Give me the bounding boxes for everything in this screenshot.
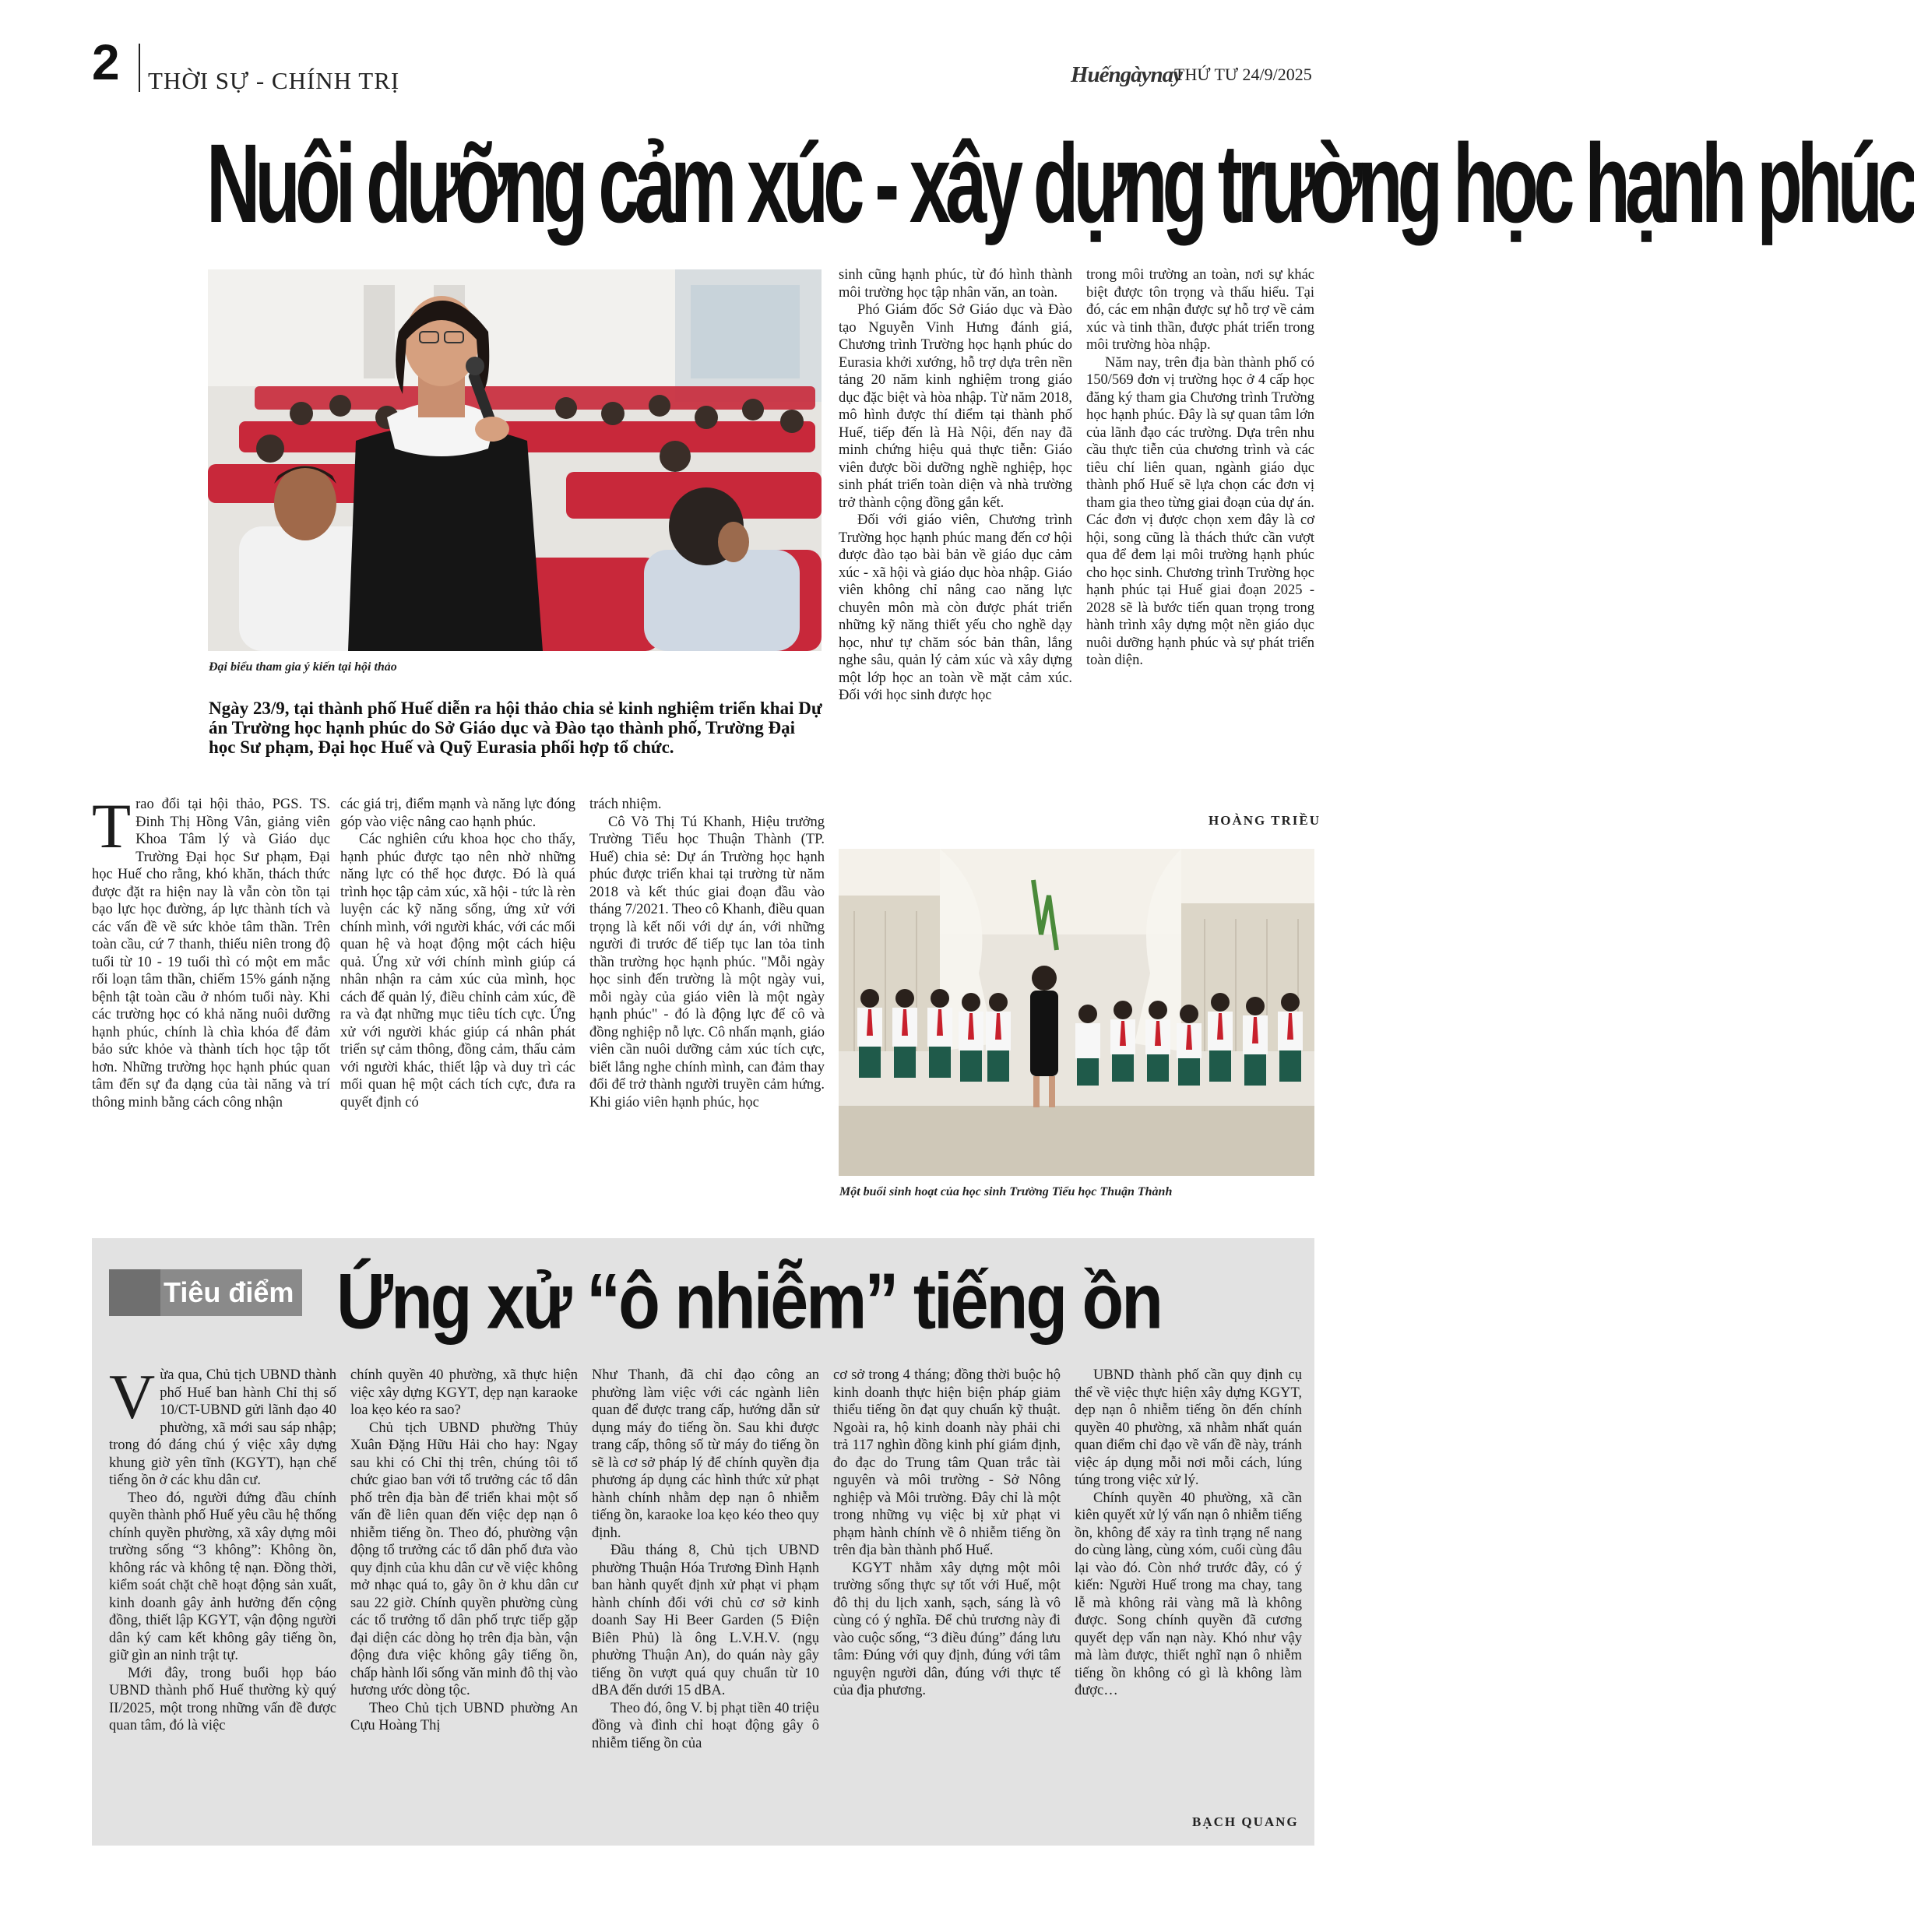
paragraph: trong môi trường an toàn, nơi sự khác biệt được tôn trọng và thấu hiểu. Tại đó, các em nhận được sự hỗ trợ về cảm xúc và tinh thần, được phát triển trong môi trường hòa nhập. — [1086, 267, 1314, 353]
paragraph: Theo đó, người đứng đầu chính quyền thành phố Huế yêu cầu hệ thống chính quyền phường, xã xây dựng môi trường sống “3 không”: Không ồn, không rác và không tệ nạn. Đồng thời, kiểm soát chặt chẽ hoạt động sản xuất, kinh doanh gây ảnh hưởng đến cộng đồng, thiết lập KGYT, vận động người dân ký cam kết không gây tiếng ồn, giữ gìn an ninh trật tự. — [109, 1490, 336, 1663]
paragraph: sinh cũng hạnh phúc, từ đó hình thành môi trường học tập nhân văn, an toàn. — [839, 267, 1072, 301]
article1-column-2 — [340, 796, 575, 1111]
paragraph: rao đổi tại hội thảo, PGS. TS. Đinh Thị Hồng Vân, giảng viên Khoa Tâm lý và Giáo dục Trường Đại học Sư phạm, Đại học Huế cho rằng, khó khăn, thách thức được đặt ra hiện nay là vẫn còn tồn tại bạo lực học đường, áp lực thành tích và các vấn đề về sức khỏe tâm thần. Trên toàn cầu, cứ 7 thanh, thiếu niên trong độ tuổi từ 10 - 19 tuổi thì có một em mắc rối loạn tâm thần, chiếm 15% gánh nặng bệnh tật toàn cầu ở nhóm tuổi này. Khi các trường học có khả năng nuôi dưỡng hạnh phúc, chính là chìa khóa để đảm bảo sức khỏe và thành tích học tập tốt hơn. Những trường học hạnh phúc quan tâm đến sự đa dạng của tài năng và trí thông minh bằng cách công nhận — [92, 797, 330, 1110]
paragraph: Mới đây, trong buổi họp báo UBND thành phố Huế thường kỳ quý II/2025, một trong những vấn đề được quan tâm, đó là việc — [109, 1665, 336, 1733]
paragraph: Cô Võ Thị Tú Khanh, Hiệu trưởng Trường Tiểu học Thuận Thành (TP. Huế) chia sẻ: Dự án Trường học hạnh phúc được triển khai tại trường từ năm 2018 và kết thúc giai đoạn đầu vào tháng 7/2021. Theo cô Khanh, điều quan trọng là kết nối với dự án, với những người đi trước để tiếp tục lan tỏa tinh thần trường học hạnh phúc. "Mỗi ngày học sinh đến trường là một ngày vui, mỗi ngày của giáo viên là một ngày hạnh phúc" - đó là động lực để cô và đồng nghiệp nỗ lực. Cô nhấn mạnh, giáo viên cần nuôi dưỡng cảm xúc tích cực, biết lắng nghe chính mình, can đảm thay đổi để trở thành người truyền cảm hứng. Khi giáo viên hạnh phúc, học — [589, 814, 825, 1110]
article2-byline: BẠCH QUANG — [1192, 1814, 1299, 1829]
article1-column-4 — [839, 266, 1072, 705]
photo1-caption: Đại biểu tham gia ý kiến tại hội thảo — [209, 660, 397, 674]
students-photo — [839, 849, 1314, 1176]
drop-cap: V — [109, 1361, 156, 1432]
paragraph: Các nghiên cứu khoa học cho thấy, hạnh phúc được tạo nên nhờ những năng lực có thể học được. Đó là quá trình học tập cảm xúc, xã hội - tức là rèn luyện các kỹ năng sống, ứng xử với chính mình, với người khác, với các mối quan hệ và hoạt động một cách hiệu quả. Ứng xử với chính mình giúp cá nhân nhận ra cảm xúc của mình, học cách để quản lý, điều chỉnh cảm xúc, đề ra và đạt những mục tiêu tích cực. Ứng xử với người khác giúp cá nhân phát triển sự cảm thông, đồng cảm, thấu cảm với người khác, thiết lập và duy trì các mối quan hệ một cách tích cực, đưa ra quyết định có — [340, 832, 575, 1110]
article2-column-5 — [1075, 1367, 1302, 1700]
paragraph: Đầu tháng 8, Chủ tịch UBND phường Thuận Hóa Trương Đình Hạnh ban hành quyết định xử phạt vi phạm hành chính đối với chủ cơ sở kinh doanh Say Hi Beer Garden (5 Điện Biên Phủ) là ông L.V.H.V. (ngụ phường Thuận An), do quán này gây tiếng ồn vượt quá quy chuẩn từ 10 dBA đến dưới 15 dBA. — [592, 1543, 819, 1698]
article-lead: Ngày 23/9, tại thành phố Huế diễn ra hội thảo chia sẻ kinh nghiệm triển khai Dự án Trường học hạnh phúc do Sở Giáo dục và Đào tạo thành phố, Trường Đại học Sư phạm, Đại học Huế và Quỹ Eurasia phối hợp tổ chức. — [209, 699, 822, 757]
paragraph: ừa qua, Chủ tịch UBND thành phố Huế ban hành Chỉ thị số 10/CT-UBND gửi lãnh đạo 40 phường, xã mới sau sáp nhập; trong đó đáng chú ý việc xây dựng khung giờ yên tĩnh (KGYT), hạn chế tiếng ồn ở các khu dân cư. — [109, 1367, 336, 1488]
paragraph: Chính quyền 40 phường, xã cần kiên quyết xử lý vấn nạn ô nhiễm tiếng ồn, không để xảy ra tình trạng nể nang do cùng làng, cùng xóm, cuối cùng đâu lại vào đó. Còn nhớ trước đây, có ý kiến: Người Huế trong ma chay, tang lễ mà không rải vàng mã là không được. Song chính quyền đã cương quyết dẹp vấn nạn này. Khó như vậy mà làm được, thiết nghĩ nạn ô nhiễm tiếng ồn không có gì là không làm được… — [1075, 1490, 1302, 1698]
paragraph: chính quyền 40 phường, xã thực hiện việc xây dựng KGYT, dẹp nạn karaoke loa kẹo kéo ra sao? — [350, 1367, 578, 1418]
paragraph: Phó Giám đốc Sở Giáo dục và Đào tạo Nguyễn Vinh Hưng đánh giá, Chương trình Trường học hạnh phúc do Eurasia khởi xướng, hỗ trợ dựa trên nền tảng 20 năm kinh nghiệm trong giáo dục đặc biệt và hòa nhập. Từ năm 2018, mô hình được thí điểm tại thành phố Huế, tiếp đến là Hà Nội, đến nay đã minh chứng hiệu quả thực tiễn: Giáo viên được bồi dưỡng nghề nghiệp, học sinh phát triển toàn diện và nhà trường trở thành cộng đồng gắn kết. — [839, 302, 1072, 511]
paragraph: Như Thanh, đã chỉ đạo công an phường làm việc với các ngành liên quan để được trang cấp, hướng dẫn sử dụng máy đo tiếng ồn. Sau khi được trang cấp, thông số từ máy đo tiếng ồn sẽ là cơ sở pháp lý để chính quyền địa phương áp dụng các hình thức xử phạt hành chính nhằm dẹp nạn ô nhiễm tiếng ồn, karaoke loa kẹo kéo theo quy định. — [592, 1367, 819, 1541]
page-number: 2 — [92, 34, 120, 90]
section-tag-label: Tiêu điểm — [164, 1276, 294, 1308]
paragraph: Theo Chủ tịch UBND phường An Cựu Hoàng Thị — [350, 1700, 578, 1733]
paragraph: các giá trị, điểm mạnh và năng lực đóng góp vào việc nâng cao hạnh phúc. — [340, 797, 575, 830]
article2-column-3 — [592, 1367, 819, 1752]
paragraph: Năm nay, trên địa bàn thành phố có 150/569 đơn vị trường học ở 4 cấp học đăng ký tham gia Chương trình Trường học hạnh phúc. Đây là sự quan tâm lớn của lãnh đạo các trường. Dựa trên nhu cầu thực tiễn của chương trình và các tiêu chí liên quan, ngành giáo dục thành phố Huế sẽ lựa chọn các đơn vị tham gia theo từng giai đoạn của dự án. Các đơn vị được chọn xem đây là cơ hội, song cũng là thách thức cần vượt qua để đem lại môi trường hạnh phúc cho học sinh. Chương trình Trường học hạnh phúc tại Huế giai đoạn 2025 - 2028 sẽ là bước tiến quan trọng trong hành trình xây dựng một nền giáo dục nuôi dưỡng hạnh phúc và sự phát triển toàn diện. — [1086, 354, 1314, 668]
article1-column-3 — [589, 796, 825, 1111]
article1-byline: HOÀNG TRIỀU — [1209, 813, 1321, 828]
newspaper-logo: Huếngàynay — [1071, 62, 1183, 87]
drop-cap: T — [92, 790, 132, 861]
paragraph: trách nhiệm. — [589, 797, 662, 812]
paragraph: Theo đó, ông V. bị phạt tiền 40 triệu đồng và đình chỉ hoạt động gây ô nhiễm tiếng ồn của — [592, 1700, 819, 1751]
article-headline: Nuôi dưỡng cảm xúc - xây dựng trường học hạnh phúc — [206, 121, 1914, 247]
issue-date: THỨ TƯ 24/9/2025 — [1174, 65, 1312, 84]
header-divider — [139, 44, 140, 92]
photo2-caption: Một buổi sinh hoạt của học sinh Trường Tiểu học Thuận Thành — [839, 1185, 1173, 1198]
paragraph: UBND thành phố cần quy định cụ thể về việc thực hiện xây dựng KGYT, dẹp nạn ô nhiễm tiếng ồn đến chính quyền 40 phường, xã nhằm nhất quán quan điểm chỉ đạo về vấn đề này, tránh việc áp dụng mỗi nơi mỗi cách, lúng túng trong việc xử lý. — [1075, 1367, 1302, 1488]
article2-column-2 — [350, 1367, 578, 1735]
paragraph: KGYT nhằm xây dựng một môi trường sống thực sự tốt với Huế, một đô thị du lịch xanh, sạch, sáng là vô cùng có ý nghĩa. Để chủ trương này đi vào cuộc sống, “3 điều đúng” đáng lưu tâm: Đúng với quy định, đúng với tâm nguyện người dân, đúng với thực tế của địa phương. — [833, 1560, 1061, 1698]
conference-photo — [208, 269, 822, 651]
section-title: THỜI SỰ - CHÍNH TRỊ — [148, 67, 400, 94]
article2-column-1 — [109, 1361, 336, 1735]
article1-column-1 — [92, 790, 330, 1111]
paragraph: cơ sở trong 4 tháng; đồng thời buộc hộ kinh doanh thực hiện biện pháp giảm thiểu tiếng ồn đạt quy chuẩn kỹ thuật. Ngoài ra, hộ kinh doanh này phải chi trả 117 nghìn đồng kinh phí giám định, đo đạc do Trung tâm Quan trắc tài nguyên và môi trường - Sở Nông nghiệp và Môi trường. Đây chỉ là một trong những vụ việc bị xử phạt vi phạm hành chính về ô nhiễm tiếng ồn trên địa bàn thành phố Huế. — [833, 1367, 1061, 1558]
article2-headline: Ứng xử “ô nhiễm” tiếng ồn — [336, 1256, 1162, 1346]
paragraph: Chủ tịch UBND phường Thủy Xuân Đặng Hữu Hải cho hay: Ngay sau khi có Chỉ thị trên, chúng tôi tổ chức giao ban với tổ trưởng các tổ dân phố trên địa bàn để triển khai một số vấn đề liên quan đến việc dẹp nạn ô nhiễm tiếng ồn. Theo đó, phường vận động tổ trưởng các tổ dân phố đưa vào quy định của khu dân cư về việc không mở nhạc quá to, gây ồn ở khu dân cư sau 22 giờ. Chính quyền phường cùng các tổ trưởng tổ dân phố trực tiếp gặp đại diện các dòng họ trên địa bàn, vận động đưa việc không gây tiếng ồn, chấp hành lối sống văn minh đô thị vào hương ước dòng tộc. — [350, 1420, 578, 1698]
article2-column-4 — [833, 1367, 1061, 1700]
paragraph: Đối với giáo viên, Chương trình Trường học hạnh phúc mang đến cơ hội được đào tạo bài bản về giáo dục cảm xúc - xã hội và giáo dục hòa nhập. Giáo viên không chỉ nâng cao năng lực chuyên môn mà còn được phát triển những kỹ năng thiết yếu cho nghề dạy học, như tự chăm sóc bản thân, lắng nghe sâu, quản lý cảm xúc và xây dựng một lớp học an toàn về mặt cảm xúc. Đối với học sinh được học — [839, 512, 1072, 703]
tag-accent — [109, 1269, 160, 1316]
article1-column-5 — [1086, 266, 1314, 670]
